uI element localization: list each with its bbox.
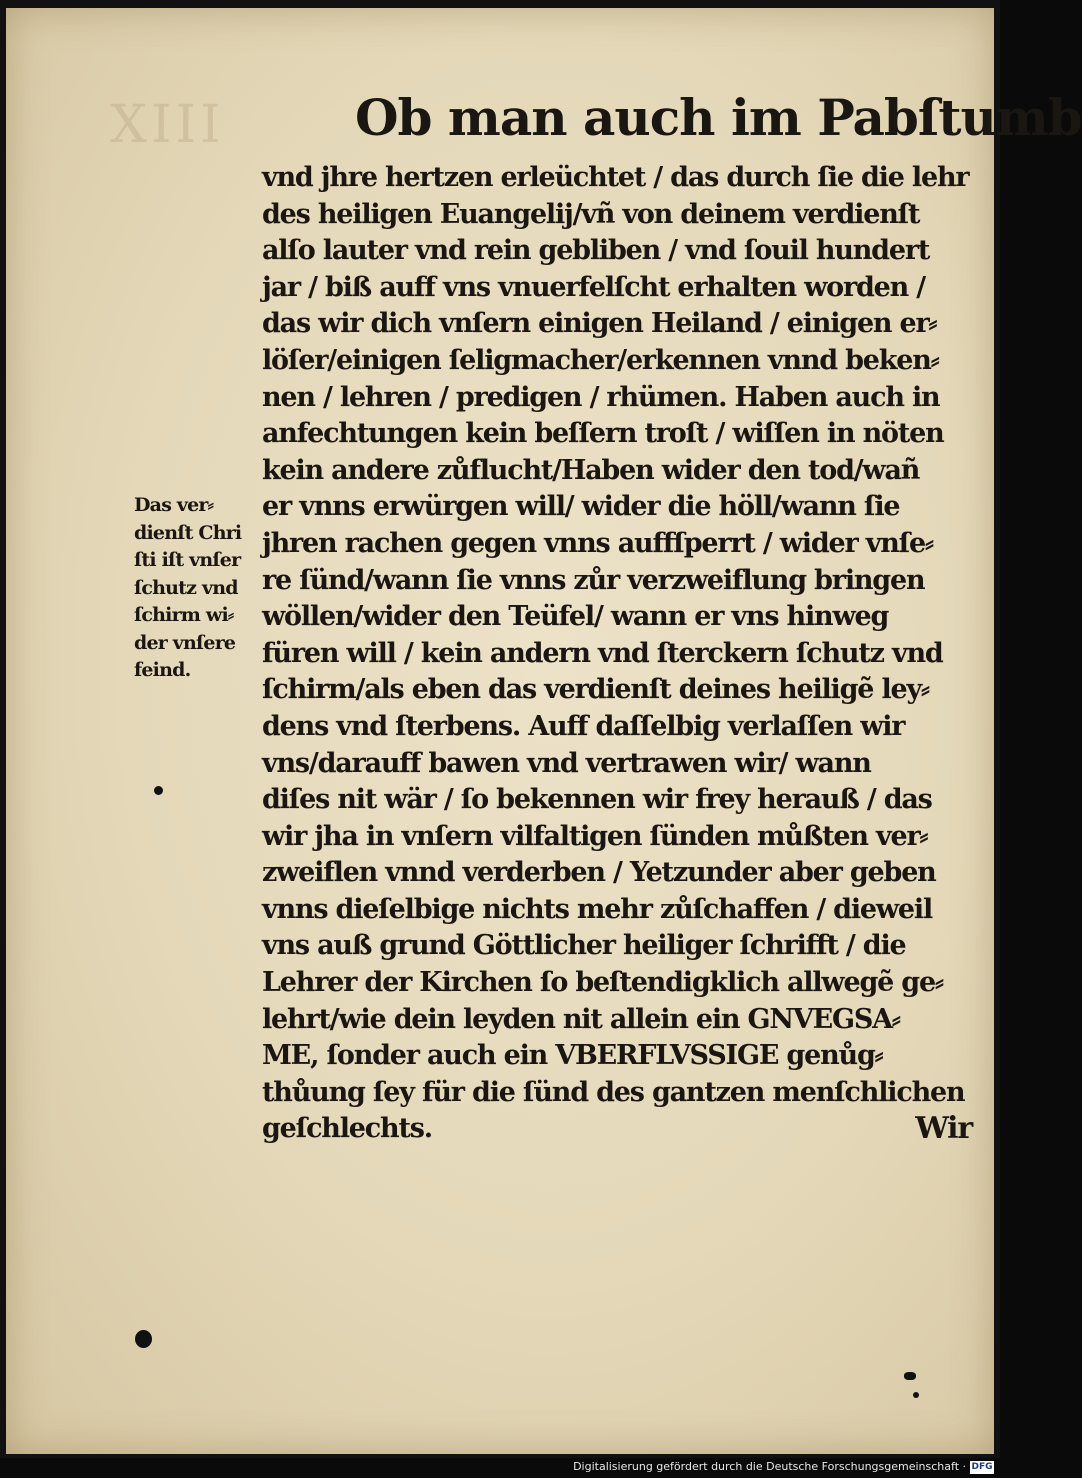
text-line: nen / lehren / predigen / rhümen. Haben auch in [262,381,940,413]
text-line: diſes nit wär / ſo bekennen wir frey herauß / das [262,784,932,816]
text-line: wöllen/wider den Teüfel/ wann er vns hinweg [262,601,889,633]
text-line: wir jha in vnſern vilfaltigen ſünden můßten ver⸗ [262,820,928,852]
running-head: Ob man auch im Pabſtumb [355,88,1082,147]
ink-spot [154,786,163,795]
digitization-credit: Digitalisierung gefördert durch die Deutsche Forschungsgemeinschaft · [573,1460,966,1473]
text-line: löſer/einigen ſeligmacher/erkennen vnnd beken⸗ [262,344,939,376]
last-line-text: geſchlechts. [262,1113,432,1145]
text-line: das wir dich vnſern einigen Heiland / einigen er⸗ [262,308,937,340]
text-line: vns auß grund Göttlicher heiliger ſchrifft / die [262,930,906,962]
text-line: ME, ſonder auch ein VBERFLVSSIGE genůg⸗ [262,1040,883,1072]
catchword: Wir [915,1111,972,1147]
last-line [262,1111,972,1148]
text-line: vnns dieſelbige nichts mehr zůſchaffen / dieweil [262,893,933,925]
text-line: vnd jhre hertzen erleüchtet / das durch ſie die lehr [262,162,969,193]
text-line: dens vnd ſterbens. Auff daſſelbig verlaſſen wir [262,710,905,742]
text-line: zweiflen vnnd verderben / Yetzunder aber geben [262,857,936,889]
text-line: jhren rachen gegen vnns auffſperrt / wider vnſe⸗ [262,527,933,559]
text-line: er vnns erwürgen will/ wider die höll/wann ſie [262,491,900,523]
text-line: kein andere zůflucht/Haben wider den tod/wañ [262,454,920,486]
margin-note-line: Das ver⸗ [134,494,214,516]
dfg-logo: DFG [971,1462,993,1472]
margin-note-line: der vnſere [134,631,236,654]
text-line: vns/darauff bawen vnd vertrawen wir/ wann [262,747,871,779]
text-line: Lehrer der Kirchen ſo beſtendigklich allwegẽ ge⸗ [262,967,943,999]
margin-note-line: feind. [134,659,191,681]
ink-spot [913,1392,919,1398]
text-line: re ſünd/wann ſie vnns zůr verzweiflung bringen [262,564,925,596]
text-line: des heiligen Euangelij/vñ von deinem verdienſt [262,198,920,230]
text-line: anfechtungen kein beſſern troſt / wiſſen in nöten [262,418,944,450]
margin-note-line: ſti iſt vnſer [134,549,241,571]
text-line: ſchirm/als eben das verdienſt deines heiligẽ ley⸗ [262,674,929,706]
text-line: thůung ſey für die ſünd des gantzen menſchlichen [262,1076,965,1108]
text-line: alſo lauter vnd rein gebliben / vnd ſouil hundert [262,235,930,267]
body-text [262,160,972,1148]
text-line: jar / biß auff vns vnuerfelſcht erhalten worden / [262,271,925,303]
margin-note [134,492,264,685]
bleed-through-text: XIII [110,95,225,155]
ink-spot [135,1330,152,1348]
margin-note-line: dienſt Chri [134,521,242,544]
margin-note-line: ſchutz vnd [134,576,238,599]
text-line: füren will / kein andern vnd ſterckern ſchutz vnd [262,637,943,669]
margin-note-line: ſchirm wi⸗ [134,604,234,626]
ink-spot [904,1372,916,1380]
text-line: lehrt/wie dein leyden nit allein ein GNVEGSA⸗ [262,1003,900,1035]
